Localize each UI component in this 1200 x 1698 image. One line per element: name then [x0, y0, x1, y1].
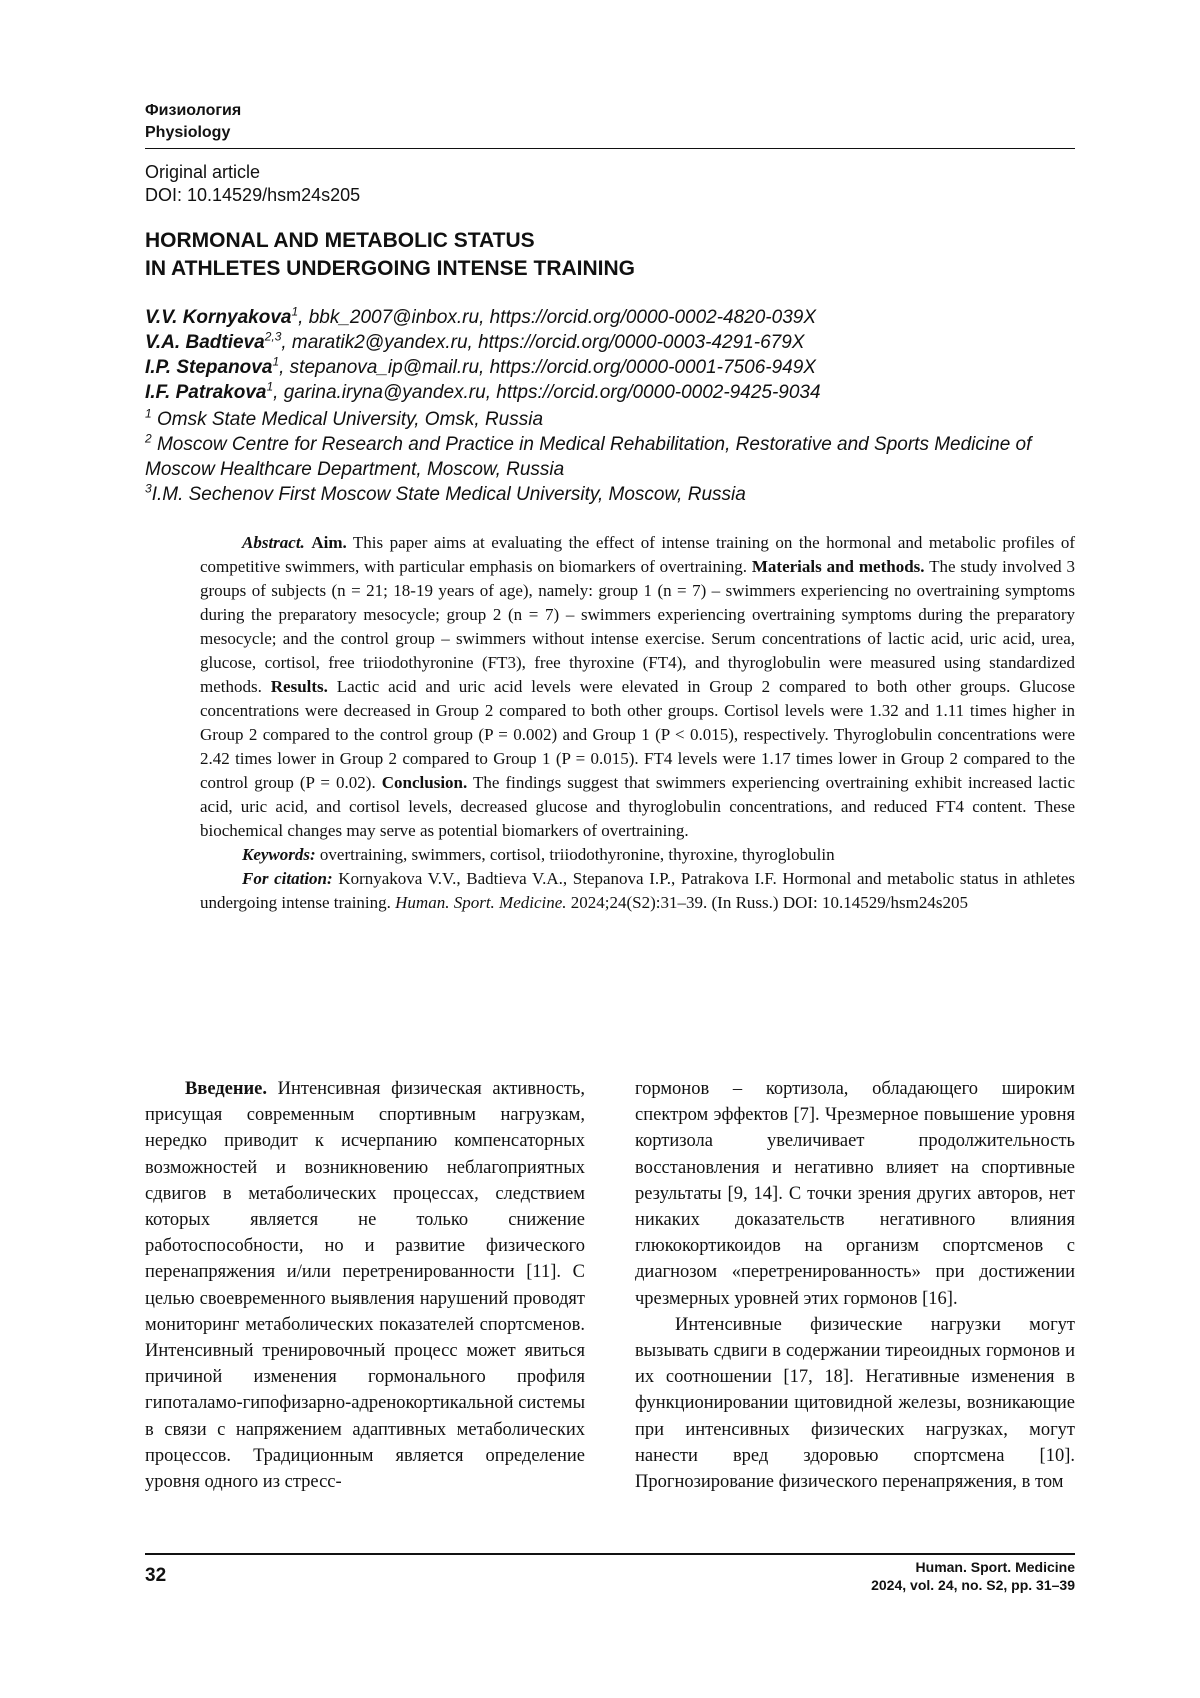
affiliation: [145, 482, 1075, 507]
affiliation-text: Moscow Centre for Research and Practice in Medical Rehabilitation, Restorative and Sports Medicine of Moscow Healthcare Department, Moscow, Russia: [145, 434, 1032, 480]
conclusion-label: Conclusion.: [381, 773, 468, 792]
affiliation-text: Omsk State Medical University, Omsk, Russia: [151, 409, 544, 430]
body-paragraph: гормонов – кортизола, обладающего широким спектром эффектов [7]. Чрезмерное повышение уровня кортизола увеличивает продолжительность восстановления и негативно влияет на спортивные результаты [9, 14]. С точки зрения других авторов, нет никаких доказательств негативного влияния глюкокортикоидов на организм спортсменов с диагнозом «перетренированность» при достижении чрезмерных уровней этих гормонов [16].: [635, 1079, 1075, 1309]
body-column-right: [635, 1076, 1075, 1495]
author-name: I.F. Patrakova: [145, 382, 267, 403]
author-line: [145, 380, 1075, 405]
affiliation-list: [145, 407, 1075, 507]
affiliation: [145, 432, 1075, 482]
keywords: [200, 843, 1075, 867]
author-name: V.A. Badtieva: [145, 332, 265, 353]
author-contact: , garina.iryna@yandex.ru, https://orcid.org/0000-0002-9425-9034: [273, 382, 821, 403]
title-line-2: IN ATHLETES UNDERGOING INTENSE TRAINING: [145, 257, 636, 280]
results-label: Results.: [270, 677, 328, 696]
citation-text: Kornyakova V.V., Badtieva V.A., Stepanova I.P., Patrakova I.F. Hormonal and metabolic status in athletes undergoing intense training.: [200, 869, 1075, 912]
body-paragraph: Интенсивные физические нагрузки могут вызывать сдвиги в содержании тиреоидных гормонов и их соотношении [17, 18]. Негативные изменения в функционировании щитовидной железы, возникающие при интенсивных физических нагрузках, могут нанести вред здоровью спортсмена [10]. Прогнозирование физического перенапряжения, в том: [635, 1314, 1075, 1493]
journal-info: [871, 1558, 1075, 1594]
author-list: [145, 305, 1075, 405]
section-name-en: Physiology: [145, 124, 231, 141]
aim-label: Aim.: [311, 533, 347, 552]
title-line-1: HORMONAL AND METABOLIC STATUS: [145, 229, 535, 252]
results-text: Lactic acid and uric acid levels were elevated in Group 2 compared to both other groups. Glucose concentrations were decreased in Group 2 compared to both other groups. Cortisol levels were 1.32 and 1.11 times higher in Group 2 compared to the control group (P = 0.002) and Group 1 (P < 0.015), respectively. Thyroglobulin concentrations were 2.42 times lower in Group 2 compared to Group 1 (P = 0.015). FT4 levels were 1.17 times lower in Group 2 compared to the control group (P = 0.02).: [200, 677, 1076, 792]
affiliation-text: I.M. Sechenov First Moscow State Medical University, Moscow, Russia: [151, 484, 746, 505]
article-meta: [145, 161, 1075, 207]
author-line: [145, 305, 1075, 330]
journal-issue: 2024, vol. 24, no. S2, pp. 31–39: [871, 1577, 1075, 1593]
methods-label: Materials and methods.: [751, 557, 925, 576]
body-columns: [145, 1076, 1075, 1495]
abstract-block: [200, 531, 1075, 915]
affiliation-number: 3: [145, 481, 152, 496]
citation: [200, 867, 1075, 915]
page: [145, 100, 1075, 915]
author-contact: , bbk_2007@inbox.ru, https://orcid.org/0000-0002-4820-039X: [298, 307, 817, 328]
body-column-left: [145, 1076, 585, 1495]
journal-name: Human. Sport. Medicine: [915, 1559, 1075, 1575]
affiliation-number: 2: [145, 431, 152, 446]
author-affil-ref: 2,3: [264, 329, 282, 344]
keywords-label: Keywords:: [242, 845, 316, 864]
author-name: V.V. Kornyakova: [145, 307, 292, 328]
aim-text: This paper aims at evaluating the effect of intense training on the hormonal and metabolic profiles of competitive swimmers, with particular emphasis on biomarkers of overtraining.: [200, 533, 1075, 576]
intro-label: Введение.: [185, 1079, 268, 1099]
article-doi: DOI: 10.14529/hsm24s205: [145, 185, 361, 205]
article-title: [145, 227, 1075, 283]
article-type: Original article: [145, 162, 261, 182]
affiliation-number: 1: [145, 406, 152, 421]
keywords-text: overtraining, swimmers, cortisol, triiodothyronine, thyroxine, thyroglobulin: [315, 845, 835, 864]
abstract-label: Abstract.: [242, 533, 305, 552]
body-paragraph: [145, 1076, 585, 1495]
methods-text: The study involved 3 groups of subjects (n = 21; 18-19 years of age), namely: group 1 (n = 7) – swimmers experiencing no overtraining symptoms during the preparatory mesocycle; group 2 (n = 7) – swimmers experiencing overtraining symptoms during the preparatory mesocycle; and the control group – swimmers without intense exercise. Serum concentrations of lactic acid, uric acid, urea, glucose, cortisol, free triiodothyronine (FT3), free thyroxine (FT4), and thyroglobulin were measured using standardized methods.: [200, 557, 1075, 696]
page-number: 32: [145, 1565, 167, 1586]
running-header: [145, 100, 1075, 144]
affiliation: [145, 407, 1075, 432]
author-contact: , maratik2@yandex.ru, https://orcid.org/0000-0003-4291-679X: [281, 332, 805, 353]
header-rule: [145, 148, 1075, 149]
author-affil-ref: 1: [291, 304, 299, 319]
author-name: I.P. Stepanova: [145, 357, 273, 378]
section-name-ru: Физиология: [145, 102, 242, 119]
abstract-paragraph: [200, 531, 1075, 843]
author-line: [145, 355, 1075, 380]
citation-label: For citation:: [242, 869, 333, 888]
footer-rule: [145, 1553, 1075, 1555]
citation-journal: Human. Sport. Medicine.: [395, 893, 567, 912]
intro-text: Интенсивная физическая активность, присущая современным спортивным нагрузкам, нередко приводит к исчерпанию компенсаторных возможностей и возникновению неблагоприятных сдвигов в метаболических процессах, следствием которых является не только снижение работоспособности, но и развитие физического перенапряжения и/или перетренированности [11]. С целью своевременного выявления нарушений проводят мониторинг метаболических показателей спортсменов. Интенсивный тренировочный процесс может явиться причиной изменения гормонального профиля гипоталамо-гипофизарно-адренокортикальной системы в связи с напряжением адаптивных метаболических процессов. Традиционным является определение уровня одного из стресс-: [145, 1079, 585, 1493]
author-contact: , stepanova_ip@mail.ru, https://orcid.org/0000-0001-7506-949X: [279, 357, 816, 378]
author-affil-ref: 1: [266, 379, 274, 394]
conclusion-text: The findings suggest that swimmers experiencing overtraining exhibit increased lactic acid, uric acid, and cortisol levels, decreased glucose and thyroglobulin concentrations, and reduced FT4 content. These biochemical changes may serve as potential biomarkers of overtraining.: [200, 773, 1075, 840]
author-affil-ref: 1: [272, 354, 280, 369]
citation-details: 2024;24(S2):31–39. (In Russ.) DOI: 10.14529/hsm24s205: [566, 893, 968, 912]
author-line: [145, 330, 1075, 355]
